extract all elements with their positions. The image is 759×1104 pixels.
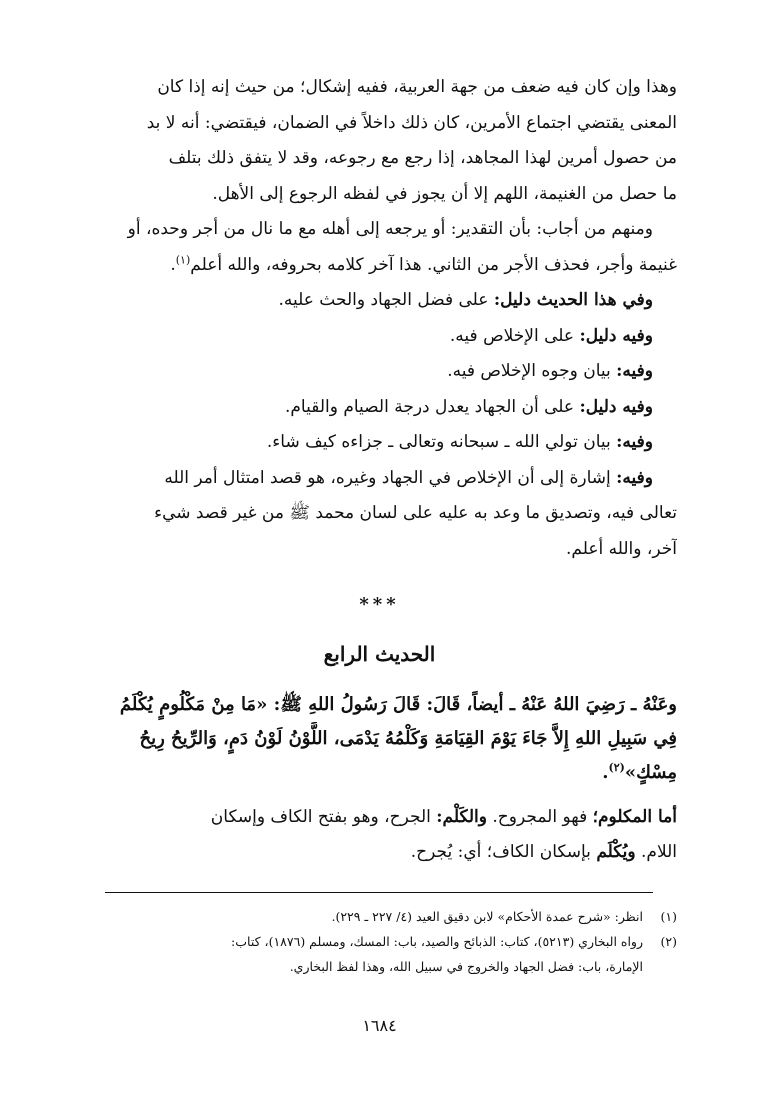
hadith-text [91,688,677,790]
point-item [91,390,677,426]
text-segment: مِسْكٍ» [624,762,677,783]
text-line: وعَنْهُ ـ رَضِيَ اللهُ عَنْهُ ـ أيضاً، قَالَ: قَالَ رَسُولُ اللهِ ﷺ: «مَا مِنْ مَكْلُومٍ يُكْلَمُ [119,694,677,715]
point-text: على أن الجهاد يعدل درجة الصيام والقيام. [284,396,575,417]
text-line: آخر، والله أعلم. [566,538,677,559]
point-label: وفي هذا الحديث دليل: [493,290,653,310]
text-line: مِسْكٍ»$^{(٢)}$. [602,761,677,783]
term-text: اللام. [641,842,677,862]
point-text: بيان وجوه الإخلاص فيه. [447,361,611,381]
point-text: على الإخلاص فيه. [449,325,575,346]
point-label: وفيه دليل: [579,325,653,346]
footnotes [91,904,677,979]
text-line [91,835,677,870]
text-line: رواه البخاري (٥٢١٣)، كتاب: الذبائح والصيد، باب: المسك، ومسلم (١٨٧٦)، كتاب: [231,934,643,949]
text-line: الإمارة، باب: فضل الجهاد والخروج في سبيل الله، وهذا لفظ البخاري. [289,959,643,974]
footnote [91,929,677,979]
text-line: فِي سَبِيلِ اللهِ إِلاَّ جَاءَ يَوْمَ القِيَامَةِ وَكَلْمُهُ يَدْمَى، اللَّوْنُ لَوْنُ دَمٍ، وَالرِّيحُ رِيحُ [139,728,677,749]
chapter-title: الحديث الرابع [323,642,436,666]
footnote-divider [105,892,653,893]
point-text: بيان تولي الله ـ سبحانه وتعالى ـ جزاءه كيف شاء. [266,432,611,452]
text-line [91,800,677,835]
point-item [91,319,677,355]
point-item [91,283,677,319]
text-line: من حصول أمرين لهذا المجاهد، إذا رجع مع رجوعه، وقد لا يتفق ذلك بتلف [168,148,677,168]
footnote-ref[interactable]: (٢) [608,761,625,774]
footnote-number: (٢) [660,934,677,949]
explanation-text [91,800,677,870]
text-line: ما حصل من الغنيمة، اللهم إلا أن يجوز في لفظه الرجوع إلى الأهل. [212,183,677,204]
term-label: أما المكلوم؛ [592,807,677,827]
point-item [91,461,677,497]
footnote-text [91,929,643,979]
term-label: والكَلْم: [436,807,487,827]
point-text: إشارة إلى أن الإخلاص في الجهاد وغيره، هو قصد امتثال أمر الله [164,467,611,488]
term-text: الجرح، وهو بفتح الكاف وإسكان [210,807,431,827]
text-line: ومنهم من أجاب: بأن التقدير: أو يرجعه إلى أهله مع ما نال من أجر وحده، أو [127,219,653,239]
text-line: المعنى يقتضي اجتماع الأمرين، كان ذلك داخلاً في الضمان، فيقتضي: أنه لا بد [146,112,677,133]
text-line: وهذا وإن كان فيه ضعف من جهة العربية، ففيه إشكال؛ من حيث إنه إذا كان [157,77,677,97]
text-line: تعالى فيه، وتصديق ما وعد به عليه على لسان محمد ﷺ من غير قصد شيء [154,503,677,523]
term-label: ويُكْلَم [596,842,636,862]
text-segment: غنيمة وأجر، فحذف الأجر من الثاني. هذا آخر كلامه بحروفه، والله أعلم [190,254,677,275]
footnote-text: انظر: «شرح عمدة الأحكام» لابن دقيق العيد (٤/ ٢٢٧ ـ ٢٢٩). [331,909,643,924]
text-line: غنيمة وأجر، فحذف الأجر من الثاني. هذا آخر كلامه بحروفه، والله أعلم$^{(١)}$. [170,252,677,275]
body-text [91,70,677,567]
footnote [91,904,677,929]
point-label: وفيه: [616,432,653,452]
page-number: ١٦٨٤ [362,1016,397,1035]
point-label: وفيه دليل: [579,396,653,417]
section-separator: *** [359,594,400,615]
point-label: وفيه: [616,361,653,381]
point-label: وفيه: [616,467,653,488]
footnote-ref[interactable]: (١) [175,252,191,266]
point-item [91,425,677,461]
term-text: بإسكان الكاف؛ أي: يُجرح. [410,842,591,862]
point-text: على فضل الجهاد والحث عليه. [278,290,489,310]
point-item [91,354,677,390]
term-text: فهو المجروح. [492,807,588,827]
footnote-number: (١) [660,909,677,924]
